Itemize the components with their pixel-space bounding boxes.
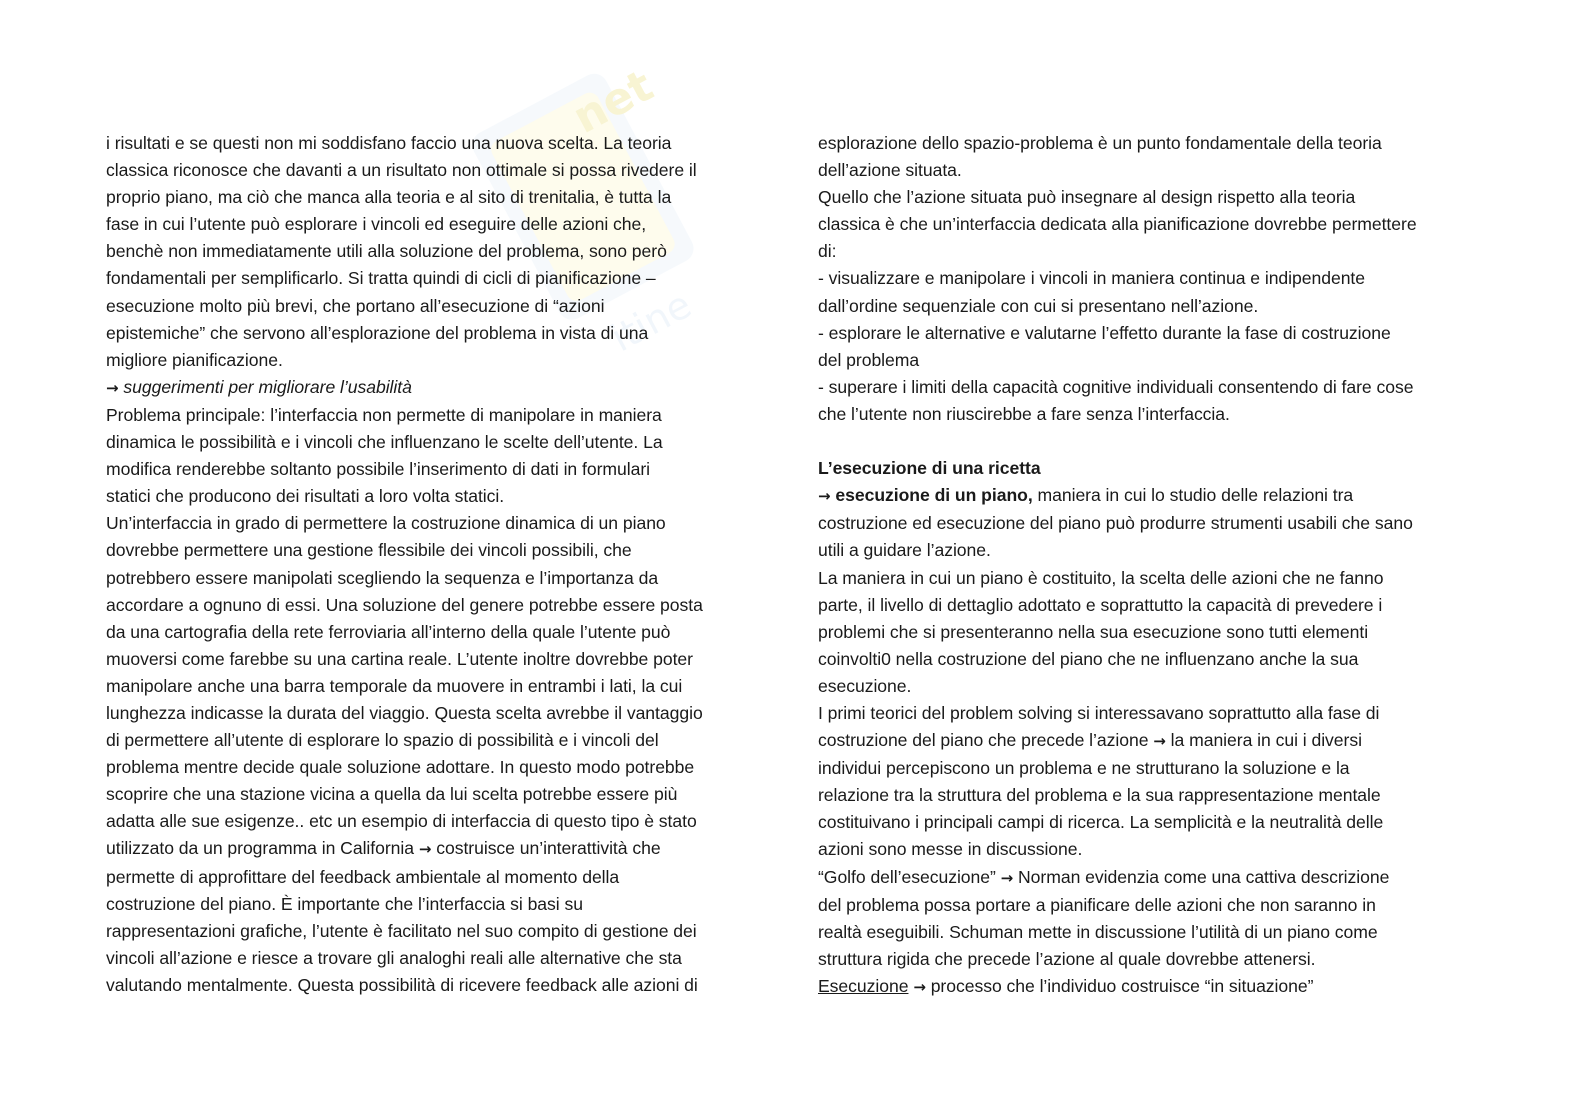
text-line: benchè non immediatamente utili alla soluzione del problema, sono però (106, 241, 667, 262)
text-line: che l’utente non riuscirebbe a fare senza l’interfaccia. (818, 403, 1230, 424)
text-line: coinvolti0 nella costruzione del piano che ne influenzano anche la sua (818, 648, 1359, 669)
arrow-right-icon: → (1000, 868, 1014, 887)
text-line: - visualizzare e manipolare i vincoli in maniera continua e indipendente (818, 268, 1366, 289)
arrow-right-icon: → (913, 977, 926, 996)
text-line: utili a guidare l’azione. (818, 540, 991, 561)
text-line: epistemiche” che servono all’esplorazione del problema in vista di una (106, 322, 649, 343)
text-line: problema mentre decide quale soluzione adottare. In questo modo potrebbe (106, 757, 695, 778)
text-line: statici che producono dei risultati a loro volta statici. (106, 486, 505, 507)
execution-plan-line: → esecuzione di un piano, maniera in cui lo studio delle relazioni tra (818, 485, 1354, 506)
blank-line (818, 428, 1470, 455)
text-line: del problema (818, 349, 920, 370)
text-line: dall’ordine sequenziale con cui si presentano nell’azione. (818, 295, 1259, 316)
text-line: La maniera in cui un piano è costituito, la scelta delle azioni che ne fanno (818, 567, 1384, 588)
text-line: del problema possa portare a pianificare delle azioni che non saranno in (818, 894, 1376, 915)
text-line: azioni sono messe in discussione. (818, 839, 1083, 860)
arrow-right-icon: → (818, 487, 831, 506)
text-line: da una cartografia della rete ferroviaria all’interno della quale l’utente può (106, 621, 671, 642)
text-line: fase in cui l’utente può esplorare i vincoli ed eseguire delle azioni che, (106, 214, 647, 235)
execution-term: Esecuzione (818, 975, 909, 996)
text-line: manipolare anche una barra temporale da muovere in entrambi i lati, la cui (106, 675, 683, 696)
arrow-right-icon: → (1153, 732, 1166, 751)
text-line: Problema principale: l’interfaccia non permette di manipolare in maniera (106, 404, 662, 425)
text-line: problemi che si presenteranno nella sua esecuzione sono tutti elementi (818, 621, 1369, 642)
text-line: dinamica le possibilità e i vincoli che influenzano le scelte dell’utente. La (106, 432, 663, 453)
text-line: fondamentali per semplificarlo. Si tratta quindi di cicli di pianificazione – (106, 268, 656, 289)
arrow-right-icon: → (106, 378, 119, 397)
arrow-right-icon: → (418, 840, 432, 859)
california-line: utilizzato da un programma in California → costruisce un’interattività che (106, 838, 661, 859)
text-line: costruzione del piano. È importante che l’interfaccia si basi su (106, 893, 583, 914)
text-line: - esplorare le alternative e valutarne l’effetto durante la fase di costruzione (818, 322, 1391, 343)
text-line: migliore pianificazione. (106, 349, 283, 370)
right-column (818, 130, 1470, 1001)
suggestion-heading: suggerimenti per migliorare l’usabilità (123, 376, 412, 397)
golfo-line: “Golfo dell’esecuzione” → Norman evidenzia come una cattiva descrizione (818, 866, 1390, 887)
text-line: classica riconosce che davanti a un risultato non ottimale si possa rivedere il (106, 160, 697, 181)
text-line: muoversi come farebbe su una cartina reale. L’utente inoltre dovrebbe poter (106, 648, 693, 669)
text-line: esplorazione dello spazio-problema è un punto fondamentale della teoria (818, 133, 1382, 153)
text-line: classica è che un’interfaccia dedicata alla pianificazione dovrebbe permettere (818, 214, 1417, 235)
text-line: esecuzione molto più brevi, che portano all’esecuzione di “azioni (106, 295, 605, 316)
text-line: individui percepiscono un problema e ne strutturano la soluzione e la (818, 758, 1350, 779)
text-line: dell’azione situata. (818, 160, 962, 181)
text-line: di: (818, 241, 837, 262)
text-line: struttura rigida che precede l’azione al quale dovrebbe attenersi. (818, 948, 1316, 969)
text-line: permette di approfittare del feedback ambientale al momento della (106, 866, 620, 887)
execution-definition-line: Esecuzione → processo che l’individuo costruisce “in situazione” (818, 975, 1314, 996)
text-line: proprio piano, ma ciò che manca alla teoria e al sito di trenitalia, è tutta la (106, 187, 672, 208)
watermark-text-net: net (564, 60, 662, 144)
text-line: - superare i limiti della capacità cognitive individuali consentendo di fare cose (818, 376, 1414, 397)
text-line: parte, il livello di dettaglio adottato e soprattutto la capacità di prevedere i (818, 594, 1383, 615)
text-line: accordare a ognuno di essi. Una soluzione del genere potrebbe essere posta (106, 594, 703, 615)
left-column (106, 130, 756, 999)
text-line: modifica renderebbe soltanto possibile l’inserimento di dati in formulari (106, 459, 650, 480)
suggestion-heading-line (106, 374, 756, 402)
watermark-text-itine: itine (603, 282, 699, 361)
text-line: dovrebbe permettere una gestione flessibile dei vincoli possibili, che (106, 540, 632, 561)
text-line: costituivano i principali campi di ricerca. La semplicità e la neutralità delle (818, 812, 1384, 833)
text-line: i risultati e se questi non mi soddisfano faccio una nuova scelta. La teoria (106, 133, 672, 153)
text-line: potrebbero essere manipolati scegliendo la sequenza e l’importanza da (106, 567, 659, 588)
text-line: scoprire che una stazione vicina a quella da lui scelta potrebbe essere più (106, 784, 678, 805)
text-line: Quello che l’azione situata può insegnare al design rispetto alla teoria (818, 187, 1356, 208)
text-line: I primi teorici del problem solving si interessavano soprattutto alla fase di (818, 702, 1380, 723)
text-line: costruzione ed esecuzione del piano può produrre strumenti usabili che sano (818, 513, 1413, 534)
text-line: Un’interfaccia in grado di permettere la costruzione dinamica di un piano (106, 513, 666, 534)
text-line: valutando mentalmente. Questa possibilità di ricevere feedback alle azioni di (106, 974, 698, 995)
section-heading: L’esecuzione di una ricetta (818, 458, 1041, 479)
text-line: realtà eseguibili. Schuman mette in discussione l’utilità di un piano come (818, 921, 1378, 942)
execution-plan-term: esecuzione di un piano, (835, 485, 1033, 506)
text-line: vincoli all’azione e riesce a trovare gli analoghi reali alle alternative che sta (106, 947, 682, 968)
text-line: di permettere all’utente di esplorare lo spazio di possibilità e i vincoli del (106, 730, 659, 751)
text-line: adatta alle sue esigenze.. etc un esempio di interfaccia di questo tipo è stato (106, 811, 697, 832)
text-line: lunghezza indicasse la durata del viaggio. Questa scelta avrebbe il vantaggio (106, 702, 703, 723)
text-line: rappresentazioni grafiche, l’utente è facilitato nel suo compito di gestione dei (106, 920, 697, 941)
precede-line: costruzione del piano che precede l’azione → la maniera in cui i diversi (818, 730, 1362, 751)
text-line: relazione tra la struttura del problema e la sua rappresentazione mentale (818, 785, 1381, 806)
text-line: esecuzione. (818, 675, 912, 696)
